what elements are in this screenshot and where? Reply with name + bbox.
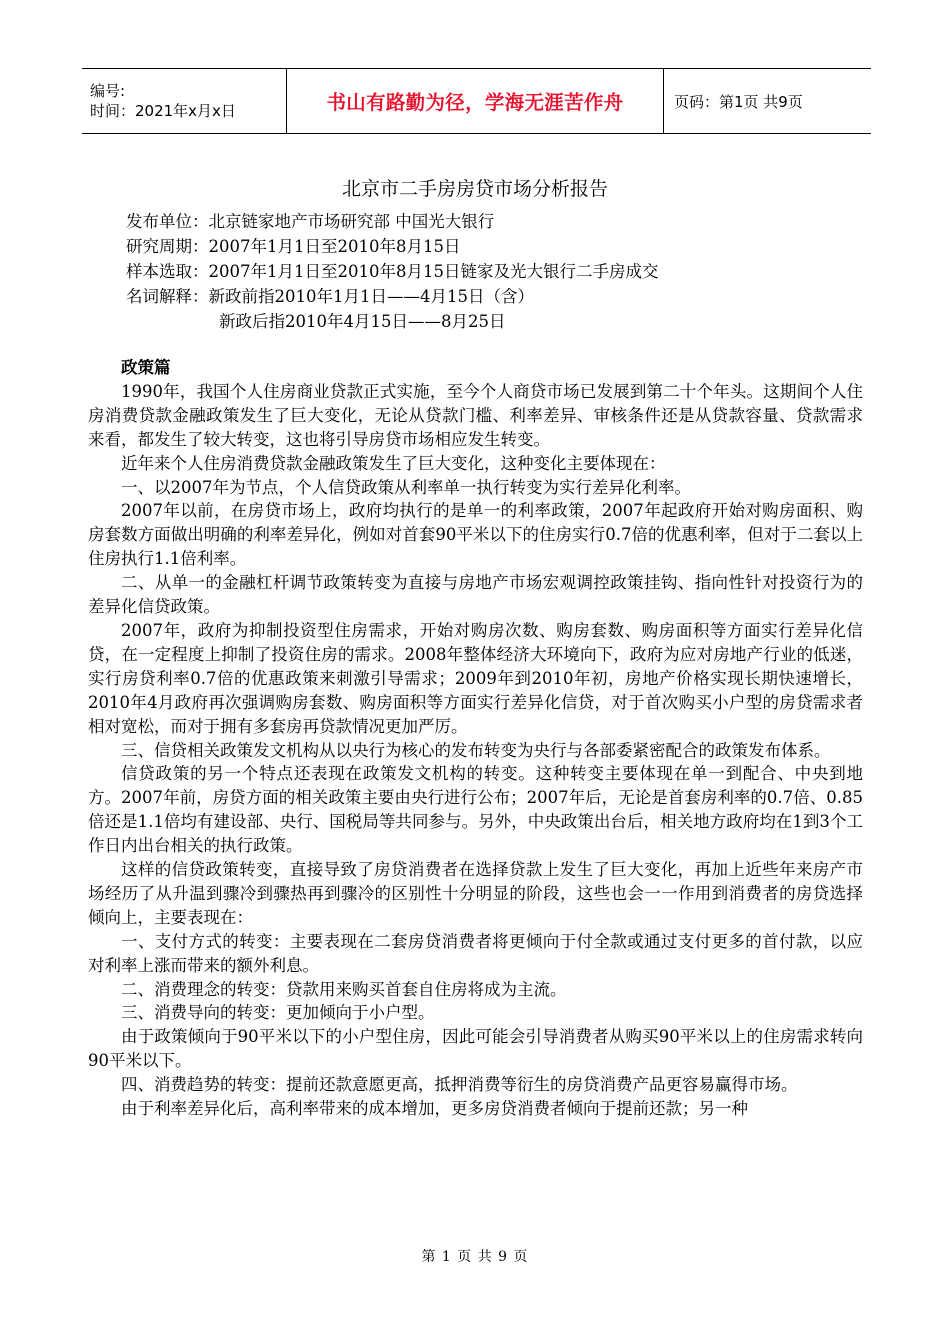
meta-definition-2: 新政后指2010年4月15日——8月25日 bbox=[219, 312, 506, 331]
number-label: 编号: bbox=[90, 82, 126, 100]
page-footer: 第 1 页 共 9 页 bbox=[421, 1249, 529, 1265]
paragraph: 1990年，我国个人住房商业贷款正式实施，至今个人商贷市场已发展到第二十个年头。这期间个人住房消费贷款金融政策发生了巨大变化，无论从贷款门槛、利率差异、审核条件还是从贷款容量、贷款需求来看，都发生了较大转变，这也将引导房贷市场相应发生转变。 bbox=[88, 381, 863, 449]
document-meta bbox=[126, 209, 658, 334]
meta-publisher: 发布单位：北京链家地产市场研究部 中国光大银行 bbox=[126, 212, 495, 231]
meta-sample: 样本选取：2007年1月1日至2010年8月15日链家及光大银行二手房成交 bbox=[126, 262, 659, 281]
paragraph: 二、消费理念的转变：贷款用来购买首套自住房将成为主流。 bbox=[121, 979, 567, 999]
paragraph: 二、从单一的金融杠杆调节政策转变为直接与房地产市场宏观调控政策挂钩、指向性针对投资行为的差异化信贷政策。 bbox=[88, 573, 863, 617]
header-left-cell bbox=[82, 69, 287, 134]
paragraph: 三、消费导向的转变：更加倾向于小户型。 bbox=[121, 1003, 435, 1023]
paragraph: 四、消费趋势的转变：提前还款意愿更高，抵押消费等衍生的房贷消费产品更容易赢得市场。 bbox=[121, 1075, 798, 1095]
page-info: 页码：第1页 共9页 bbox=[674, 92, 803, 111]
paragraph: 由于政策倾向于90平米以下的小户型住房，因此可能会引导消费者从购买90平米以上的住房需求转向90平米以下。 bbox=[88, 1027, 863, 1071]
paragraph: 由于利率差异化后，高利率带来的成本增加，更多房贷消费者倾向于提前还款；另一种 bbox=[121, 1099, 748, 1119]
document-title: 北京市二手房房贷市场分析报告 bbox=[341, 178, 608, 200]
meta-period: 研究周期：2007年1月1日至2010年8月15日 bbox=[126, 237, 461, 256]
time-label: 时间：2021年x月x日 bbox=[90, 102, 236, 120]
header-table bbox=[82, 68, 871, 134]
paragraph: 信贷政策的另一个特点还表现在政策发文机构的转变。这种转变主要体现在单一到配合、中央到地方。2007年前，房贷方面的相关政策主要由央行进行公布；2007年后，无论是首套房利率的0.7倍、0.85倍还是1.1倍均有建设部、央行、国税局等共同参与。另外，中央政策出台后，相关地方政府均在1到3个工作日内出台相关的执行政策。 bbox=[88, 764, 863, 856]
header-motto-cell bbox=[287, 69, 664, 134]
paragraph: 2007年，政府为抑制投资型住房需求，开始对购房次数、购房套数、购房面积等方面实行差异化信贷，在一定程度上抑制了投资住房的需求。2008年整体经济大环境向下，政府为应对房地产行业的低迷，实行房贷利率0.7倍的优惠政策来刺激引导需求；2009年到2010年初，房地产价格实现长期快速增长，2010年4月政府再次强调购房套数、购房面积等方面实行差异化信贷，对于首次购买小户型的房贷需求者相对宽松，而对于拥有多套房再贷款情况更加严厉。 bbox=[88, 620, 863, 736]
header-page-cell bbox=[664, 69, 872, 134]
document-body bbox=[88, 356, 863, 1121]
section-heading: 政策篇 bbox=[121, 358, 171, 377]
paragraph: 一、支付方式的转变：主要表现在二套房贷消费者将更倾向于付全款或通过支付更多的首付款，以应对利率上涨而带来的额外利息。 bbox=[88, 931, 863, 975]
paragraph: 这样的信贷政策转变，直接导致了房贷消费者在选择贷款上发生了巨大变化，再加上近些年来房产市场经历了从升温到骤冷到骤热再到骤冷的区别性十分明显的阶段，这些也会一一作用到消费者的房贷选择倾向上，主要表现在： bbox=[88, 860, 863, 927]
paragraph: 2007年以前，在房贷市场上，政府均执行的是单一的利率政策，2007年起政府开始对购房面积、购房套数方面做出明确的利率差异化，例如对首套90平米以下的住房实行0.7倍的优惠利率，但对于二套以上住房执行1.1倍利率。 bbox=[88, 501, 863, 569]
paragraph: 三、信贷相关政策发文机构从以央行为核心的发布转变为央行与各部委紧密配合的政策发布体系。 bbox=[121, 740, 831, 760]
motto-text: 书山有路勤为径，学海无涯苦作舟 bbox=[326, 91, 624, 114]
meta-definition-1: 名词解释：新政前指2010年1月1日——4月15日（含） bbox=[126, 287, 534, 306]
paragraph: 近年来个人住房消费贷款金融政策发生了巨大变化，这种变化主要体现在： bbox=[121, 453, 666, 473]
paragraph: 一、以2007年为节点，个人信贷政策从利率单一执行转变为实行差异化利率。 bbox=[121, 477, 691, 497]
